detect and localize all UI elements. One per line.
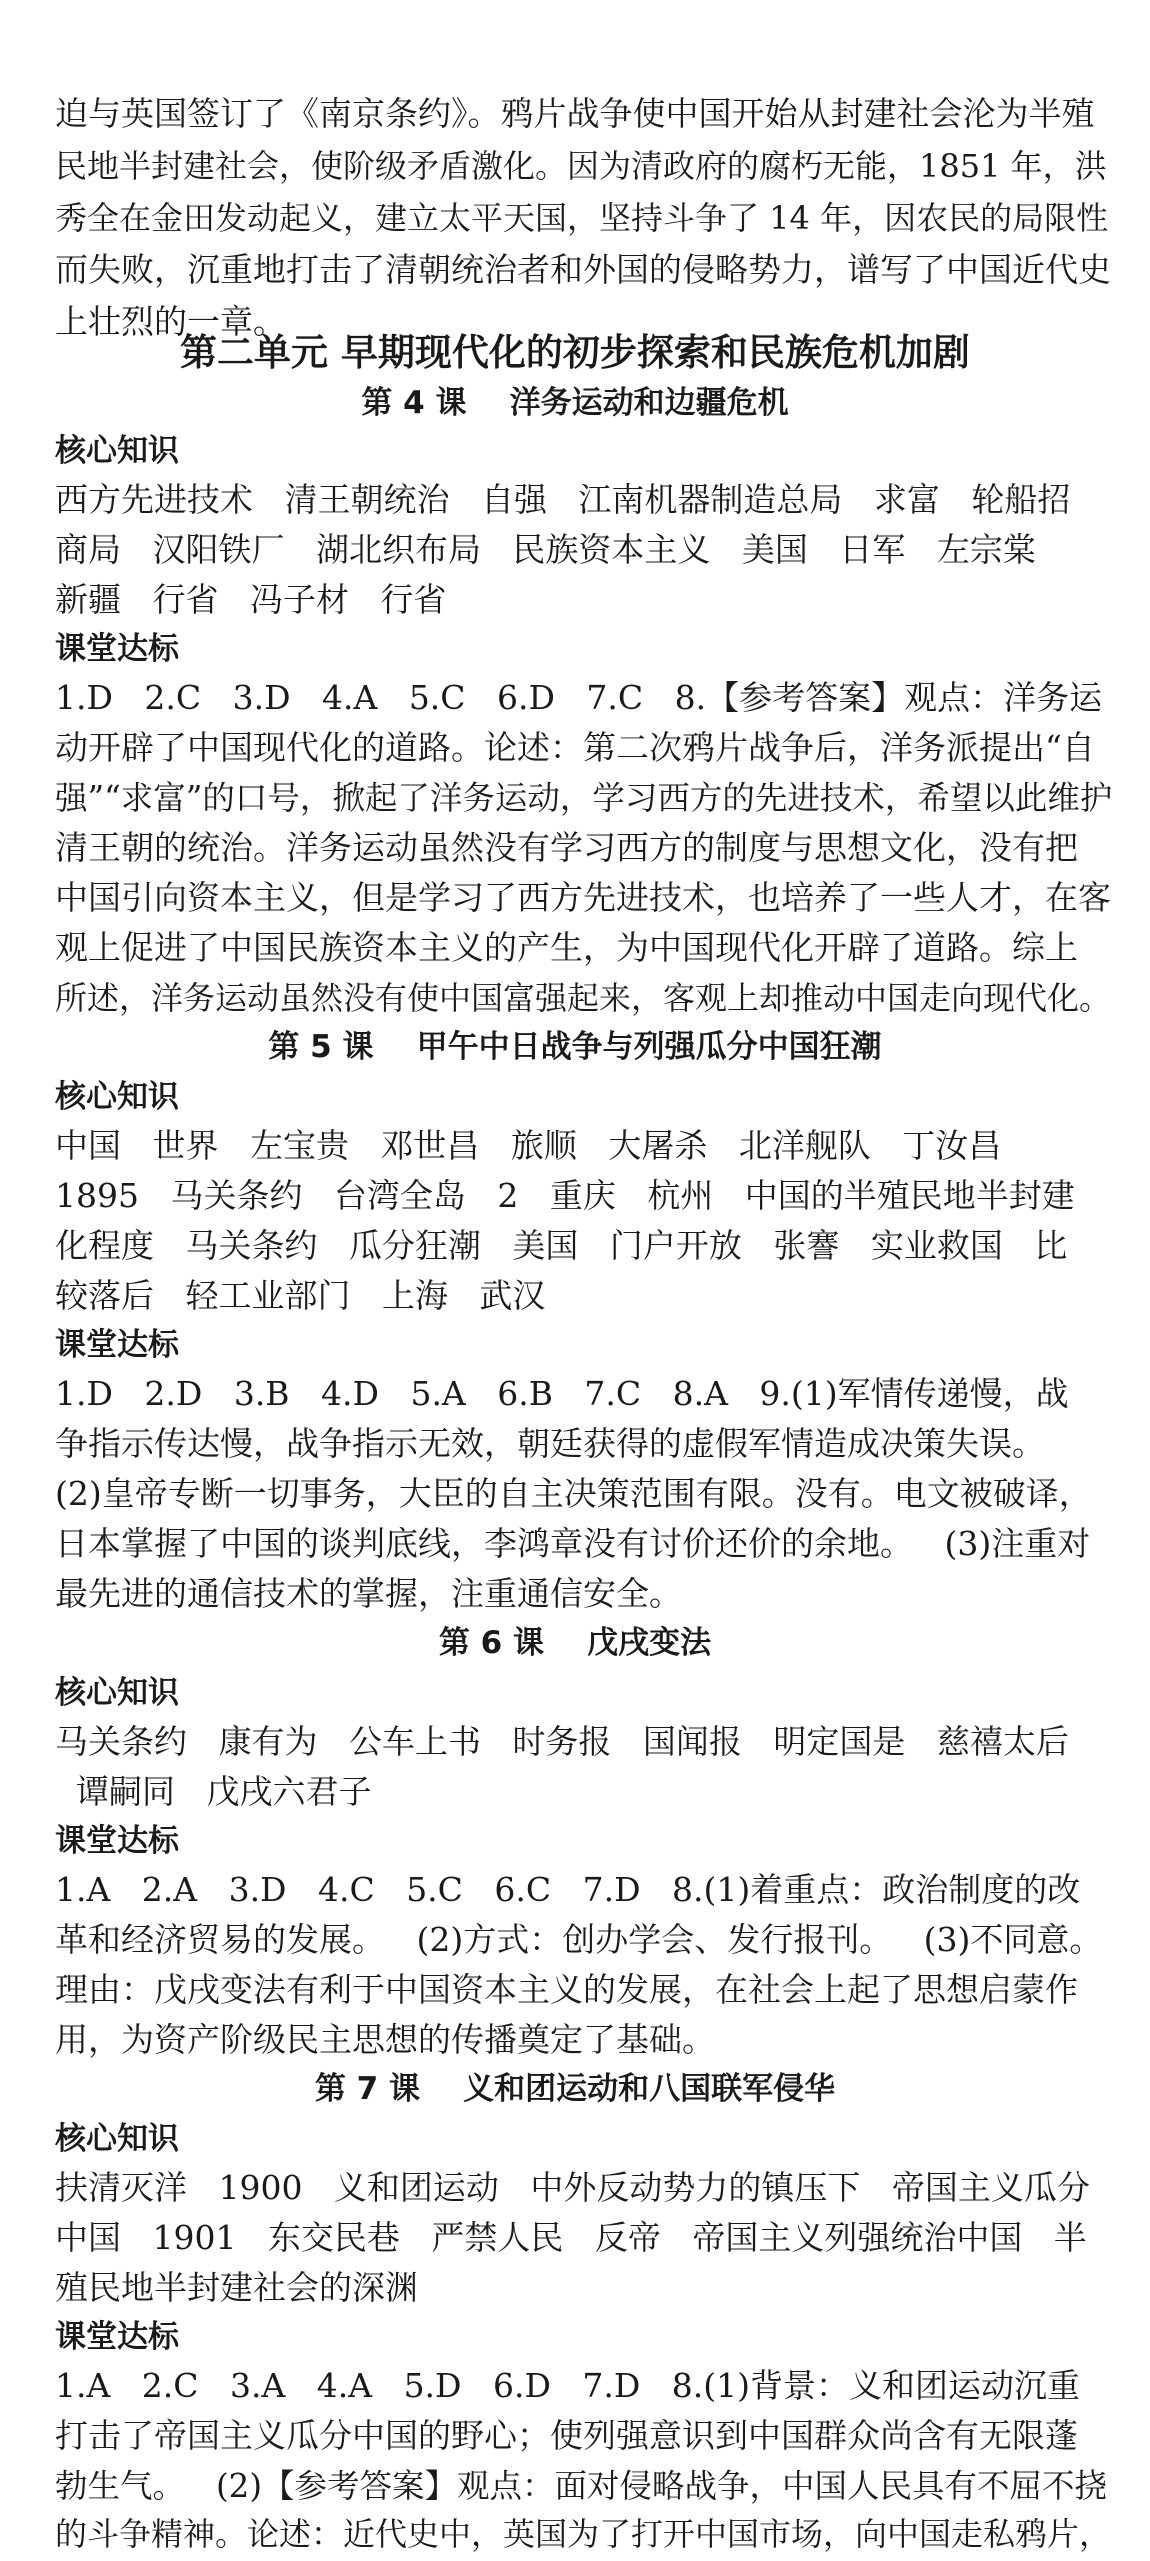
practice-answer-line: 清王朝的统治。洋务运动虽然没有学习西方的制度与思想文化，没有把 [55,828,1078,867]
intro-text-line: 秀全在金田发动起义，建立太平天国，坚持斗争了 14 年，因农民的局限性 [55,199,1109,237]
practice-answer-line: 观上促进了中国民族资本主义的产生，为中国现代化开辟了道路。综上 [55,928,1078,967]
intro-text-line: 迫与英国签订了《南京条约》。鸦片战争使中国开始从封建社会沦为半殖 [55,94,1095,133]
core-knowledge-label: 核心知识 [55,433,179,469]
lesson-6-title: 第 6 课 戊戌变法 [438,1625,712,1661]
practice-answer-line: 1.D 2.D 3.B 4.D 5.A 6.B 7.C 8.A 9.(1)军情传递慢，战 [55,1374,1069,1413]
practice-answer-line: 最先进的通信技术的掌握，注重通信安全。 [55,1574,682,1613]
core-knowledge-line: 化程度 马关条约 瓜分狂潮 美国 门户开放 张謇 实业救国 比 [55,1226,1068,1265]
practice-answer-line: (2)皇帝专断一切事务，大臣的自主决策范围有限。没有。电文被破译， [55,1474,1092,1513]
practice-label: 课堂达标 [55,2319,179,2355]
practice-answer-line: 日本掌握了中国的谈判底线，李鸿章没有讨价还价的余地。 (3)注重对 [55,1524,1091,1563]
core-knowledge-label: 核心知识 [55,1079,179,1115]
practice-answer-line: 争指示传达慢，战争指示无效，朝廷获得的虚假军情造成决策失误。 [55,1424,1045,1463]
practice-answer-line: 勃生气。 (2)【参考答案】观点：面对侵略战争，中国人民具有不屈不挠 [55,2467,1108,2505]
intro-text-line: 上壮烈的一章。 [55,302,286,341]
core-knowledge-line: 马关条约 康有为 公车上书 时务报 国闻报 明定国是 慈禧太后 [55,1722,1069,1761]
practice-answer-line: 革和经济贸易的发展。 (2)方式：创办学会、发行报刊。 (3)不同意。 [55,1920,1103,1959]
core-knowledge-line: 1895 马关条约 台湾全岛 2 重庆 杭州 中国的半殖民地半封建 [55,1176,1075,1215]
practice-answer-line: 用，为资产阶级民主思想的传播奠定了基础。 [55,2020,715,2059]
intro-text-line: 民地半封建社会，使阶级矛盾激化。因为清政府的腐朽无能，1851 年，洪 [55,147,1107,185]
lesson-7-title: 第 7 课 义和团运动和八国联军侵华 [314,2071,836,2107]
unit-title: 第二单元 早期现代化的初步探索和民族危机加剧 [180,331,970,374]
core-knowledge-line: 商局 汉阳铁厂 湖北织布局 民族资本主义 美国 日军 左宗棠 [55,530,1036,569]
core-knowledge-line: 扶清灭洋 1900 义和团运动 中外反动势力的镇压下 帝国主义瓜分 [55,2168,1090,2207]
core-knowledge-line: 西方先进技术 清王朝统治 自强 江南机器制造总局 求富 轮船招 [55,480,1071,519]
practice-label: 课堂达标 [55,631,179,667]
practice-answer-line: 1.D 2.C 3.D 4.A 5.C 6.D 7.C 8.【参考答案】观点：洋务运 [55,678,1103,717]
core-knowledge-line: 新疆 行省 冯子材 行省 [55,580,447,619]
core-knowledge-line: 中国 1901 东交民巷 严禁人民 反帝 帝国主义列强统治中国 半 [55,2218,1087,2257]
lesson-5-title: 第 5 课 甲午中日战争与列强瓜分中国狂潮 [268,1029,882,1065]
practice-answer-line: 动开辟了中国现代化的道路。论述：第二次鸦片战争后，洋务派提出“自 [55,728,1095,767]
practice-answer-line: 1.A 2.C 3.A 4.A 5.D 6.D 7.D 8.(1)背景：义和团运动沉重 [55,2366,1081,2405]
practice-answer-line: 中国引向资本主义，但是学习了西方先进技术，也培养了一些人才，在客 [55,878,1111,917]
core-knowledge-line: 中国 世界 左宝贵 邓世昌 旅顺 大屠杀 北洋舰队 丁汝昌 [55,1126,1002,1165]
core-knowledge-label: 核心知识 [55,2121,179,2157]
lesson-4-title: 第 4 课 洋务运动和边疆危机 [361,385,789,421]
practice-answer-line: 理由：戊戌变法有利于中国资本主义的发展，在社会上起了思想启蒙作 [55,1970,1078,2009]
core-knowledge-line: 谭嗣同 戊戌六君子 [55,1772,372,1811]
intro-text-line: 而失败，沉重地打击了清朝统治者和外国的侵略势力，谱写了中国近代史 [55,250,1111,289]
core-knowledge-label: 核心知识 [55,1675,179,1711]
practice-answer-line: 的斗争精神。论述：近代史中，英国为了打开中国市场，向中国走私鸦片， [55,2515,1112,2553]
core-knowledge-line: 殖民地半封建社会的深渊 [55,2268,418,2307]
practice-label: 课堂达标 [55,1823,179,1859]
practice-answer-line: 1.A 2.A 3.D 4.C 5.C 6.C 7.D 8.(1)着重点：政治制度的改 [55,1870,1081,1909]
practice-answer-line: 所述，洋务运动虽然没有使中国富强起来，客观上却推动中国走向现代化。 [55,979,1112,1017]
practice-answer-line: 打击了帝国主义瓜分中国的野心；使列强意识到中国群众尚含有无限蓬 [55,2416,1078,2455]
practice-label: 课堂达标 [55,1327,179,1363]
practice-answer-line: 强”“求富”的口号，掀起了洋务运动，学习西方的先进技术，希望以此维护 [55,779,1113,817]
core-knowledge-line: 较落后 轻工业部门 上海 武汉 [55,1276,546,1315]
